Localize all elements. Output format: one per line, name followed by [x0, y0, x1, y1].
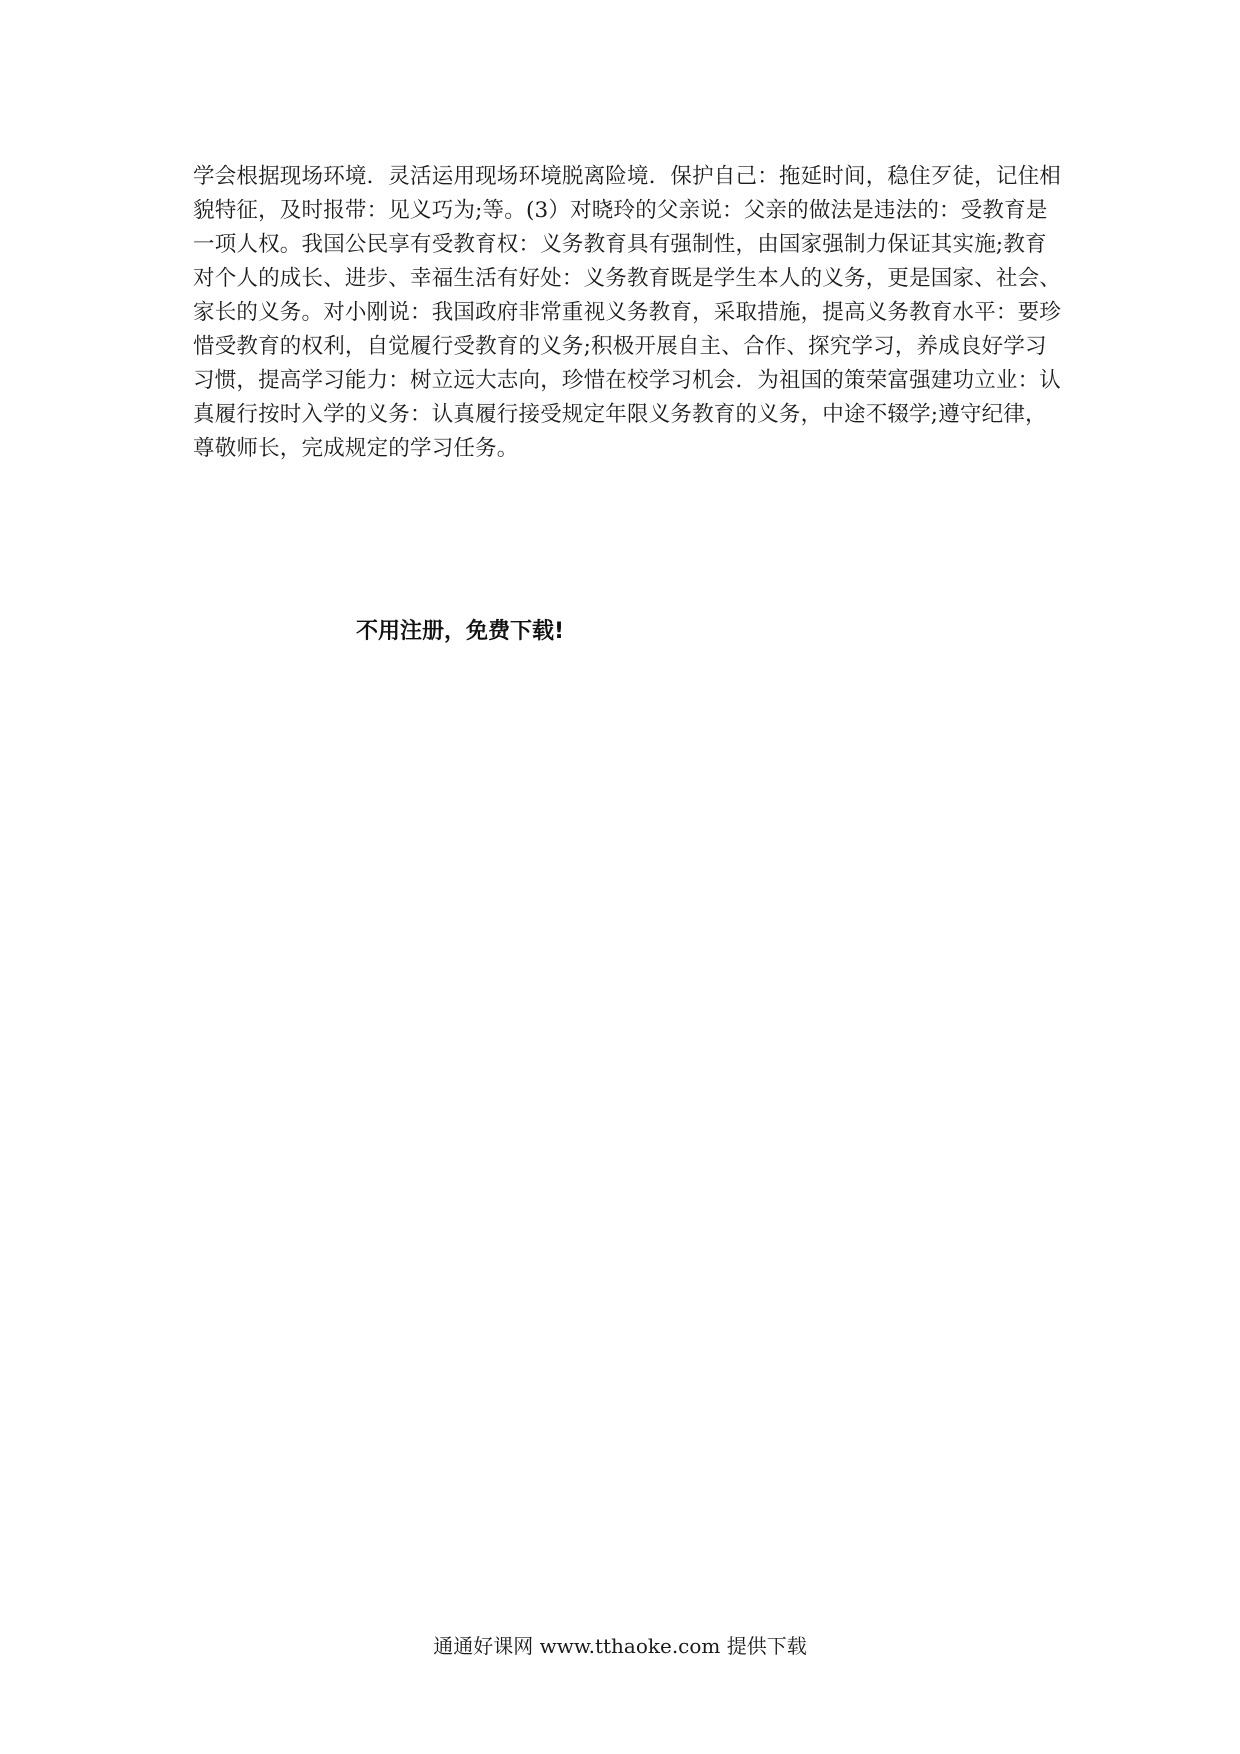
body-line-4: 对个人的成长、进步、幸福生活有好处：义务教育既是学生本人的义务，更是国家、社会、 [193, 266, 1062, 291]
body-line-1: 学会根据现场环境．灵活运用现场环境脱离险境．保护自己：拖延时间，稳住歹徒，记住相 [193, 164, 1062, 189]
page-footer: 通通好课网 www.tthaoke.com 提供下载 [433, 1634, 807, 1658]
body-paragraph [193, 160, 1073, 466]
body-line-5: 家长的义务。对小刚说：我国政府非常重视义务教育，采取措施，提高义务教育水平：要珍 [193, 300, 1062, 325]
body-line-2: 貌特征，及时报带：见义巧为;等。(3）对晓玲的父亲说：父亲的做法是违法的：受教育是 [193, 198, 1048, 223]
body-line-8: 真履行按时入学的义务：认真履行接受规定年限义务教育的义务，中途不辍学;遵守纪律， [193, 402, 1047, 427]
body-line-7: 习惯，提高学习能力：树立远大志向，珍惜在校学习机会．为祖国的策荣富强建功立业：认 [193, 368, 1062, 393]
body-line-9: 尊敬师长，完成规定的学习任务。 [193, 436, 519, 461]
body-line-3: 一项人权。我国公民享有受教育权：义务教育具有强制性，由国家强制力保证其实施;教育 [193, 232, 1047, 257]
body-line-6: 惜受教育的权利，自觉履行受教育的义务;积极开展自主、合作、探究学习，养成良好学习 [193, 334, 1047, 359]
free-download-notice: 不用注册，免费下载! [356, 619, 565, 644]
